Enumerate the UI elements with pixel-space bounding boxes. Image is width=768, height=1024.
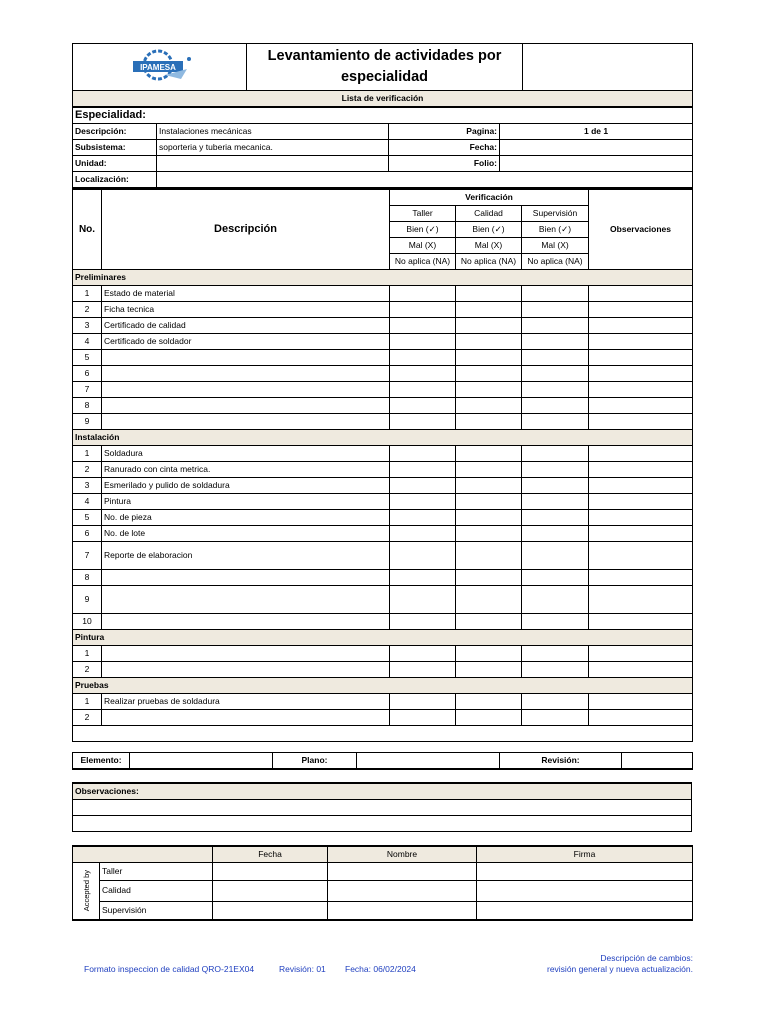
observaciones-cell[interactable] xyxy=(589,694,693,710)
supervision-fecha[interactable] xyxy=(213,901,328,920)
calidad-check-cell[interactable] xyxy=(456,350,522,366)
row-description xyxy=(102,646,390,662)
taller-check-cell[interactable] xyxy=(390,542,456,570)
row-description: Esmerilado y pulido de soldadura xyxy=(102,478,390,494)
observaciones-label: Observaciones: xyxy=(73,783,692,800)
observaciones-cell[interactable] xyxy=(589,478,693,494)
supervision-check-cell[interactable] xyxy=(522,570,589,586)
calidad-check-cell[interactable] xyxy=(456,398,522,414)
taller-check-cell[interactable] xyxy=(390,302,456,318)
row-number: 8 xyxy=(73,570,102,586)
calidad-nombre[interactable] xyxy=(328,881,477,901)
localizacion-value[interactable] xyxy=(157,172,693,188)
observaciones-line[interactable] xyxy=(73,816,692,832)
bien-legend: Bien (✓) xyxy=(456,222,522,238)
taller-check-cell[interactable] xyxy=(390,462,456,478)
observaciones-cell[interactable] xyxy=(589,662,693,678)
checklist-row xyxy=(73,510,693,526)
row-description xyxy=(102,398,390,414)
row-description xyxy=(102,414,390,430)
footer-formato: Formato inspeccion de calidad QRO-21EX04 xyxy=(84,964,255,974)
taller-check-cell[interactable] xyxy=(390,646,456,662)
checklist-row xyxy=(73,286,693,302)
checklist-row xyxy=(73,694,693,710)
observaciones-cell[interactable] xyxy=(589,586,693,614)
calidad-check-cell[interactable] xyxy=(456,710,522,726)
section-row xyxy=(73,430,693,446)
calidad-check-cell[interactable] xyxy=(456,334,522,350)
supervision-check-cell[interactable] xyxy=(522,542,589,570)
supervision-check-cell[interactable] xyxy=(522,446,589,462)
observaciones-cell[interactable] xyxy=(589,494,693,510)
taller-check-cell[interactable] xyxy=(390,710,456,726)
row-description xyxy=(102,350,390,366)
mal-legend: Mal (X) xyxy=(456,238,522,254)
observaciones-line[interactable] xyxy=(73,800,692,816)
row-description: No. de lote xyxy=(102,526,390,542)
row-number: 9 xyxy=(73,414,102,430)
checklist-row xyxy=(73,446,693,462)
bien-legend: Bien (✓) xyxy=(522,222,589,238)
row-description: No. de pieza xyxy=(102,510,390,526)
footer-cambios-text: revisión general y nueva actualización. xyxy=(546,964,693,974)
checklist-row xyxy=(73,414,693,430)
checklist-row xyxy=(73,570,693,586)
row-number: 3 xyxy=(73,318,102,334)
info-table xyxy=(72,107,693,188)
row-number: 2 xyxy=(73,302,102,318)
row-description: Realizar pruebas de soldadura xyxy=(102,694,390,710)
col-calidad-header: Calidad xyxy=(456,206,522,222)
na-legend: No aplica (NA) xyxy=(390,254,456,270)
calidad-check-cell[interactable] xyxy=(456,694,522,710)
section-row xyxy=(73,678,693,694)
taller-firma[interactable] xyxy=(477,863,693,881)
row-description xyxy=(102,662,390,678)
observaciones-cell[interactable] xyxy=(589,446,693,462)
role-taller: Taller xyxy=(100,863,213,881)
section-row xyxy=(73,630,693,646)
observaciones-cell[interactable] xyxy=(589,414,693,430)
row-description xyxy=(102,366,390,382)
acceptance-fecha-header: Fecha xyxy=(213,846,328,863)
observaciones-cell[interactable] xyxy=(589,542,693,570)
form-title: Levantamiento de actividades por especialidad xyxy=(247,44,523,91)
observaciones-cell[interactable] xyxy=(589,350,693,366)
calidad-check-cell[interactable] xyxy=(456,662,522,678)
row-number: 2 xyxy=(73,662,102,678)
supervision-check-cell[interactable] xyxy=(522,462,589,478)
row-number: 4 xyxy=(73,334,102,350)
taller-check-cell[interactable] xyxy=(390,334,456,350)
checklist-row xyxy=(73,646,693,662)
row-number: 10 xyxy=(73,614,102,630)
checklist-row xyxy=(73,398,693,414)
supervision-check-cell[interactable] xyxy=(522,614,589,630)
row-number: 5 xyxy=(73,350,102,366)
observaciones-cell[interactable] xyxy=(589,302,693,318)
subsistema-label: Subsistema: xyxy=(73,140,157,156)
role-calidad: Calidad xyxy=(100,881,213,901)
supervision-check-cell[interactable] xyxy=(522,586,589,614)
calidad-check-cell[interactable] xyxy=(456,366,522,382)
row-number: 2 xyxy=(73,710,102,726)
header-table xyxy=(72,43,693,107)
calidad-check-cell[interactable] xyxy=(456,302,522,318)
supervision-check-cell[interactable] xyxy=(522,526,589,542)
taller-check-cell[interactable] xyxy=(390,614,456,630)
calidad-check-cell[interactable] xyxy=(456,614,522,630)
checklist-row xyxy=(73,382,693,398)
checklist-row xyxy=(73,662,693,678)
taller-check-cell[interactable] xyxy=(390,510,456,526)
row-description: Pintura xyxy=(102,494,390,510)
supervision-check-cell[interactable] xyxy=(522,398,589,414)
section-row xyxy=(73,270,693,286)
section-title: Preliminares xyxy=(73,270,693,286)
row-number: 1 xyxy=(73,694,102,710)
footer-revision: Revisión: 01 xyxy=(279,964,326,974)
blank-row xyxy=(73,726,693,742)
descripcion-label: Descripción: xyxy=(73,124,157,140)
calidad-check-cell[interactable] xyxy=(456,462,522,478)
checklist-row xyxy=(73,494,693,510)
folio-value[interactable] xyxy=(500,156,693,172)
calidad-check-cell[interactable] xyxy=(456,494,522,510)
taller-check-cell[interactable] xyxy=(390,526,456,542)
descripcion-value[interactable]: Instalaciones mecánicas xyxy=(157,124,389,140)
supervision-check-cell[interactable] xyxy=(522,366,589,382)
checklist-row xyxy=(73,462,693,478)
taller-check-cell[interactable] xyxy=(390,694,456,710)
taller-check-cell[interactable] xyxy=(390,494,456,510)
observaciones-cell[interactable] xyxy=(589,398,693,414)
calidad-check-cell[interactable] xyxy=(456,286,522,302)
elemento-label: Elemento: xyxy=(73,753,130,770)
taller-fecha[interactable] xyxy=(213,863,328,881)
acceptance-table xyxy=(72,845,693,921)
supervision-check-cell[interactable] xyxy=(522,646,589,662)
row-number: 6 xyxy=(73,366,102,382)
row-number: 3 xyxy=(73,478,102,494)
supervision-check-cell[interactable] xyxy=(522,510,589,526)
unidad-label: Unidad: xyxy=(73,156,157,172)
na-legend: No aplica (NA) xyxy=(522,254,589,270)
row-number: 7 xyxy=(73,542,102,570)
row-description xyxy=(102,586,390,614)
subsistema-value[interactable]: soporteria y tuberia mecanica. xyxy=(157,140,389,156)
calidad-fecha[interactable] xyxy=(213,881,328,901)
row-number: 4 xyxy=(73,494,102,510)
row-description xyxy=(102,570,390,586)
supervision-firma[interactable] xyxy=(477,901,693,920)
col-verificacion-header: Verificación xyxy=(390,189,589,206)
observaciones-cell[interactable] xyxy=(589,366,693,382)
row-number: 1 xyxy=(73,446,102,462)
localizacion-label: Localización: xyxy=(73,172,157,188)
taller-check-cell[interactable] xyxy=(390,662,456,678)
checklist-row xyxy=(73,302,693,318)
svg-text:IPAMESA: IPAMESA xyxy=(139,63,176,72)
taller-check-cell[interactable] xyxy=(390,414,456,430)
section-title: Instalación xyxy=(73,430,693,446)
row-description xyxy=(102,710,390,726)
fecha-label: Fecha: xyxy=(389,140,500,156)
taller-nombre[interactable] xyxy=(328,863,477,881)
company-logo xyxy=(73,44,247,91)
row-number: 1 xyxy=(73,646,102,662)
taller-check-cell[interactable] xyxy=(390,446,456,462)
supervision-check-cell[interactable] xyxy=(522,662,589,678)
calidad-check-cell[interactable] xyxy=(456,478,522,494)
observaciones-cell[interactable] xyxy=(589,614,693,630)
section-title: Pruebas xyxy=(73,678,693,694)
blank-cell xyxy=(73,726,693,742)
supervision-check-cell[interactable] xyxy=(522,350,589,366)
accepted-by-cell xyxy=(73,863,100,921)
checklist-table xyxy=(72,188,693,742)
taller-check-cell[interactable] xyxy=(390,318,456,334)
checklist-row xyxy=(73,478,693,494)
footer-cambios-title: Descripción de cambios: xyxy=(600,953,693,963)
checklist-row xyxy=(73,586,693,614)
col-observaciones-header: Observaciones xyxy=(589,189,693,270)
revision-value[interactable] xyxy=(622,753,693,770)
row-description: Soldadura xyxy=(102,446,390,462)
row-description: Ficha tecnica xyxy=(102,302,390,318)
observaciones-cell[interactable] xyxy=(589,286,693,302)
row-number: 2 xyxy=(73,462,102,478)
col-taller-header: Taller xyxy=(390,206,456,222)
observaciones-cell[interactable] xyxy=(589,510,693,526)
checklist-row xyxy=(73,334,693,350)
calidad-check-cell[interactable] xyxy=(456,586,522,614)
row-description: Estado de material xyxy=(102,286,390,302)
calidad-check-cell[interactable] xyxy=(456,414,522,430)
calidad-check-cell[interactable] xyxy=(456,646,522,662)
row-number: 7 xyxy=(73,382,102,398)
acceptance-firma-header: Firma xyxy=(477,846,693,863)
taller-check-cell[interactable] xyxy=(390,286,456,302)
observaciones-cell[interactable] xyxy=(589,570,693,586)
observaciones-cell[interactable] xyxy=(589,334,693,350)
accepted-by-label: Accepted by xyxy=(81,870,91,912)
calidad-check-cell[interactable] xyxy=(456,526,522,542)
checklist-row xyxy=(73,350,693,366)
row-description: Reporte de elaboracion xyxy=(102,542,390,570)
supervision-check-cell[interactable] xyxy=(522,334,589,350)
acceptance-nombre-header: Nombre xyxy=(328,846,477,863)
footer-fecha: Fecha: 06/02/2024 xyxy=(345,964,416,974)
header-blank-cell xyxy=(523,44,693,91)
row-number: 5 xyxy=(73,510,102,526)
pagina-label: Pagina: xyxy=(389,124,500,140)
calidad-check-cell[interactable] xyxy=(456,318,522,334)
observaciones-table xyxy=(72,782,692,832)
form-subtitle: Lista de verificación xyxy=(73,91,693,107)
taller-check-cell[interactable] xyxy=(390,586,456,614)
taller-check-cell[interactable] xyxy=(390,478,456,494)
element-table xyxy=(72,752,693,770)
row-number: 1 xyxy=(73,286,102,302)
row-description: Certificado de soldador xyxy=(102,334,390,350)
na-legend: No aplica (NA) xyxy=(456,254,522,270)
revision-label: Revisión: xyxy=(500,753,622,770)
col-descripcion-header: Descripción xyxy=(102,189,390,270)
checklist-row xyxy=(73,366,693,382)
row-number: 6 xyxy=(73,526,102,542)
taller-check-cell[interactable] xyxy=(390,350,456,366)
observaciones-cell[interactable] xyxy=(589,462,693,478)
pagina-value[interactable]: 1 de 1 xyxy=(500,124,693,140)
observaciones-cell[interactable] xyxy=(589,318,693,334)
taller-check-cell[interactable] xyxy=(390,398,456,414)
calidad-firma[interactable] xyxy=(477,881,693,901)
section-title: Pintura xyxy=(73,630,693,646)
mal-legend: Mal (X) xyxy=(522,238,589,254)
unidad-value[interactable] xyxy=(157,156,389,172)
supervision-check-cell[interactable] xyxy=(522,414,589,430)
row-number: 9 xyxy=(73,586,102,614)
checklist-row xyxy=(73,710,693,726)
row-description: Certificado de calidad xyxy=(102,318,390,334)
calidad-check-cell[interactable] xyxy=(456,542,522,570)
acceptance-corner xyxy=(73,846,213,863)
plano-label: Plano: xyxy=(273,753,357,770)
col-no-header: No. xyxy=(73,189,102,270)
ipamesa-logo-icon xyxy=(125,49,195,85)
supervision-check-cell[interactable] xyxy=(522,286,589,302)
supervision-nombre[interactable] xyxy=(328,901,477,920)
observaciones-cell[interactable] xyxy=(589,646,693,662)
role-supervision: Supervisión xyxy=(100,901,213,920)
especialidad-label: Especialidad: xyxy=(73,108,693,124)
mal-legend: Mal (X) xyxy=(390,238,456,254)
col-supervision-header: Supervisión xyxy=(522,206,589,222)
calidad-check-cell[interactable] xyxy=(456,446,522,462)
checklist-row xyxy=(73,614,693,630)
row-description xyxy=(102,382,390,398)
observaciones-cell[interactable] xyxy=(589,382,693,398)
calidad-check-cell[interactable] xyxy=(456,510,522,526)
calidad-check-cell[interactable] xyxy=(456,570,522,586)
checklist-body xyxy=(73,270,693,742)
row-description xyxy=(102,614,390,630)
row-number: 8 xyxy=(73,398,102,414)
checklist-row xyxy=(73,526,693,542)
supervision-check-cell[interactable] xyxy=(522,318,589,334)
supervision-check-cell[interactable] xyxy=(522,694,589,710)
observaciones-cell[interactable] xyxy=(589,526,693,542)
supervision-check-cell[interactable] xyxy=(522,478,589,494)
taller-check-cell[interactable] xyxy=(390,366,456,382)
supervision-check-cell[interactable] xyxy=(522,494,589,510)
fecha-value[interactable] xyxy=(500,140,693,156)
taller-check-cell[interactable] xyxy=(390,382,456,398)
taller-check-cell[interactable] xyxy=(390,570,456,586)
plano-value[interactable] xyxy=(357,753,500,770)
folio-label: Folio: xyxy=(389,156,500,172)
bien-legend: Bien (✓) xyxy=(390,222,456,238)
calidad-check-cell[interactable] xyxy=(456,382,522,398)
supervision-check-cell[interactable] xyxy=(522,382,589,398)
checklist-sheet xyxy=(72,43,692,921)
observaciones-cell[interactable] xyxy=(589,710,693,726)
row-description: Ranurado con cinta metrica. xyxy=(102,462,390,478)
supervision-check-cell[interactable] xyxy=(522,710,589,726)
checklist-row xyxy=(73,542,693,570)
elemento-value[interactable] xyxy=(130,753,273,770)
checklist-row xyxy=(73,318,693,334)
supervision-check-cell[interactable] xyxy=(522,302,589,318)
